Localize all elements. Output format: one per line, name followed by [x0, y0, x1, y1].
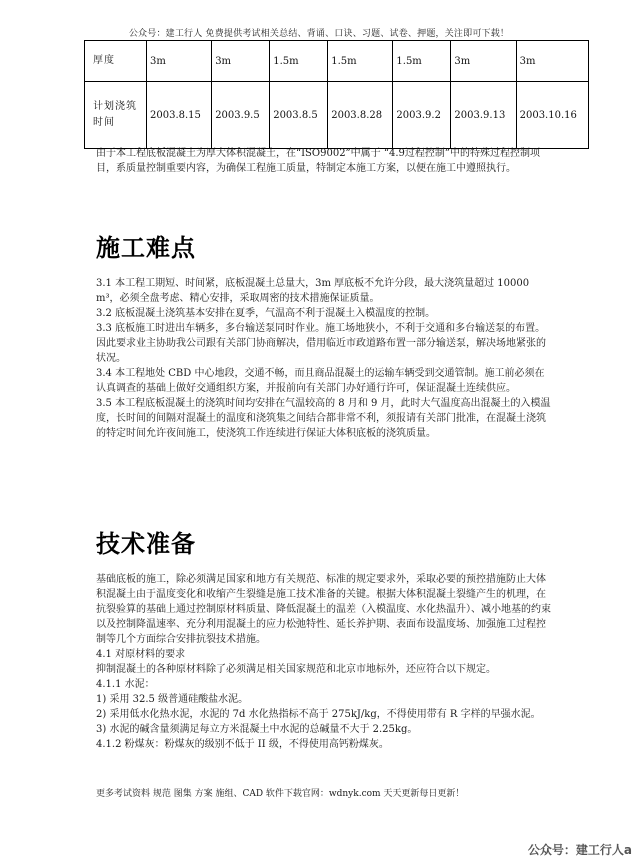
- table-cell: 3m: [516, 41, 588, 82]
- section-heading-technical-preparation: 技术准备: [96, 529, 196, 558]
- paragraph: 3.2 底板混凝土浇筑基本安排在夏季，气温高不利于混凝土入模温度的控制。: [96, 308, 436, 319]
- pour-schedule-table: [84, 40, 589, 149]
- table-cell: 2003.8.15: [147, 82, 212, 149]
- table-cell: 2003.9.13: [451, 82, 516, 149]
- table-cell: 计划浇筑时间: [85, 82, 147, 149]
- paragraph: 4.1.2 粉煤灰：粉煤灰的级别不低于 II 级，不得使用高钙粉煤灰。: [96, 739, 389, 750]
- table-cell: 2003.8.28: [328, 82, 393, 149]
- paragraph: 3.5 本工程底板混凝土的浇筑时间均安排在气温较高的 8 月和 9 月，此时大气温度高出混凝土的入模温度，长时间的间隔对混凝土的温度和浇筑集之间结合都非常不利，须报请有关部门批准，在混凝土浇筑的特定时间允许夜间施工，使浇筑工作连续进行保证大体积底板的浇筑质量。: [96, 398, 551, 439]
- section1-body: [96, 276, 551, 441]
- paragraph: 基础底板的施工，除必须满足国家和地方有关规范、标准的规定要求外，采取必要的预控措施防止大体积混凝土由于温度变化和收缩产生裂缝是施工技术准备的关键。根据大体积混凝土裂缝产生的机理，在抗裂验算的基础上通过控制原材料质量、降低混凝土的温差（入模温度、水化热温升）、减小地基的约束以及控制降温速率、充分利用混凝土的应力松弛特性、延长养护期、表面布设温度场、加强施工过程控制等几个方面综合安排抗裂技术措施。: [96, 574, 551, 645]
- watermark: 公众号：建工行人a: [527, 843, 632, 857]
- table-cell: 厚度: [85, 41, 147, 82]
- paragraph: 4.1.1 水泥：: [96, 679, 155, 690]
- paragraph: 4.1 对原材料的要求: [96, 649, 186, 660]
- table-row-schedule: [85, 82, 589, 149]
- intro-paragraph: [96, 146, 551, 176]
- paragraph: 3.1 本工程工期短、时间紧，底板混凝土总量大，3m 厚底板不允许分段，最大浇筑量超过 10000 m³，必须全盘考虑、精心安排，采取周密的技术措施保证质量。: [96, 278, 530, 304]
- section2-body: [96, 572, 551, 752]
- paragraph: 3.3 底板施工时进出车辆多，多台输送泵同时作业。施工场地狭小，不利于交通和多台输送泵的布置。因此要求业主协助我公司跟有关部门协商解决，借用临近市政道路布置一部分输送泵，解决场地紧张的状况。: [96, 323, 546, 364]
- header-note: 公众号：建工行人 免费提供考试相关总结、背诵、口诀、习题、试卷、押题，关注即可下载！: [128, 29, 510, 39]
- footer-note: 更多考试资料 规范 图集 方案 施组、CAD 软件下载官网：wdnyk.com 天天更新每日更新！: [96, 789, 465, 799]
- table-cell: 2003.9.5: [212, 82, 270, 149]
- table-cell: 1.5m: [328, 41, 393, 82]
- paragraph: 3) 水泥的碱含量须满足每立方米混凝土中水泥的总碱量不大于 2.25kg。: [96, 724, 418, 735]
- paragraph: 2) 采用低水化热水泥，水泥的 7d 水化热指标不高于 275kJ/kg，不得使用带有 R 字样的早强水泥。: [96, 709, 541, 720]
- paragraph: 抑制混凝土的各种原材料除了必须满足相关国家规范和北京市地标外，还应符合以下规定。: [96, 664, 496, 675]
- table-row-thickness: [85, 41, 589, 82]
- table-cell: 3m: [212, 41, 270, 82]
- paragraph: 由于本工程底板混凝土为厚大体积混凝土，在“ISO9002”中属于 “4.9过程控制”中的特殊过程控制项目，系质量控制重要内容，为确保工程施工质量，特制定本施工方案，以便在施工中遵照执行。: [96, 148, 540, 174]
- table-cell: 3m: [147, 41, 212, 82]
- table-cell: 1.5m: [270, 41, 328, 82]
- table-cell: 1.5m: [393, 41, 451, 82]
- paragraph: 1) 采用 32.5 级普通硅酸盐水泥。: [96, 694, 249, 705]
- paragraph: 3.4 本工程地处 CBD 中心地段，交通不畅，而且商品混凝土的运输车辆受到交通管制。施工前必须在认真调查的基础上做好交通组织方案，并报前向有关部门办好通行许可，保证混凝土连续供应。: [96, 368, 545, 394]
- table-cell: 2003.10.16: [516, 82, 588, 149]
- table-cell: 3m: [451, 41, 516, 82]
- table-cell: 2003.8.5: [270, 82, 328, 149]
- table-cell: 2003.9.2: [393, 82, 451, 149]
- section-heading-construction-difficulties: 施工难点: [96, 233, 196, 262]
